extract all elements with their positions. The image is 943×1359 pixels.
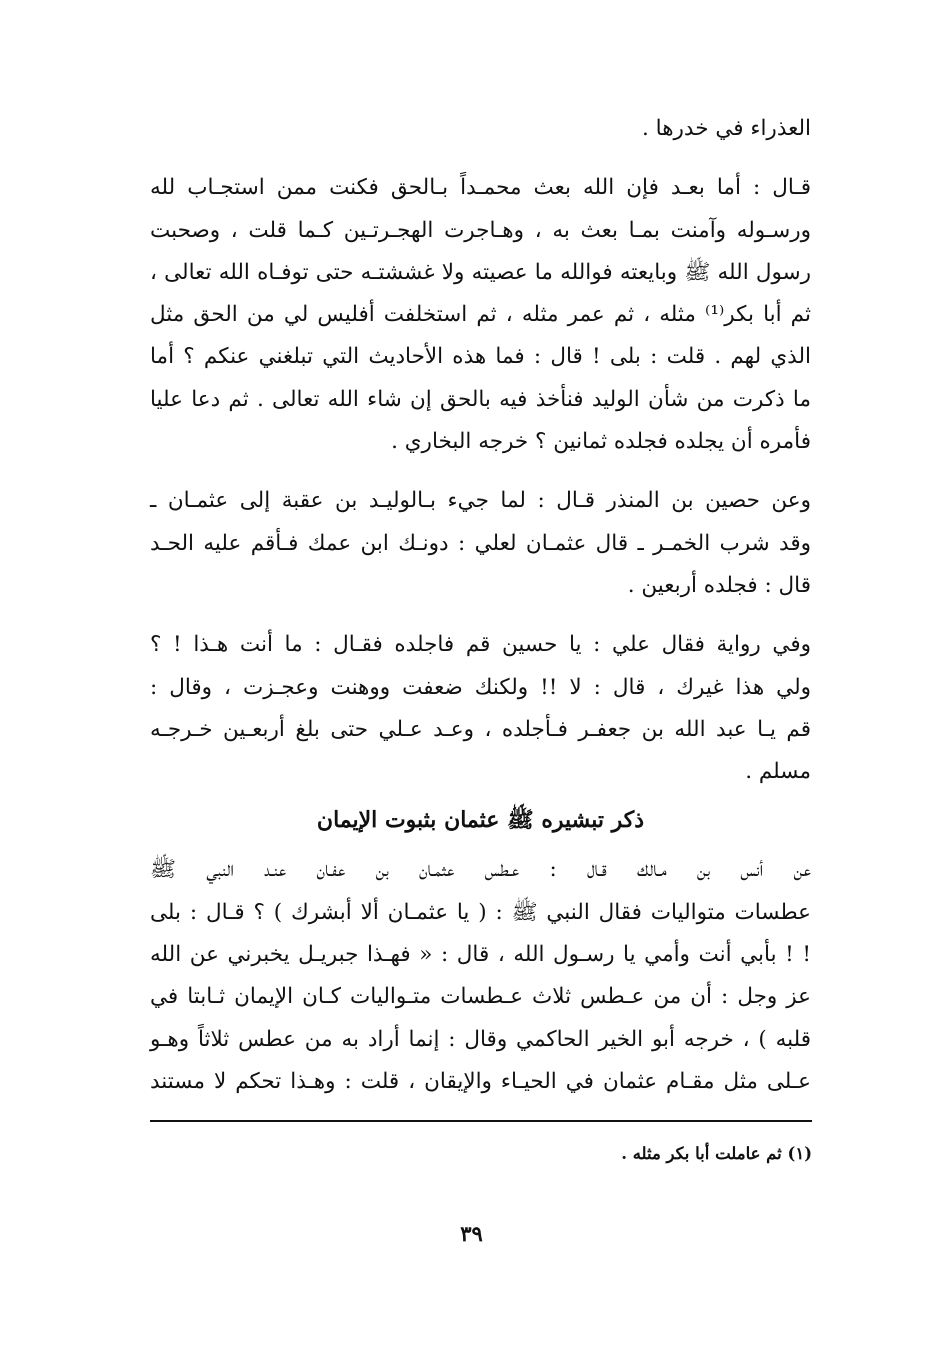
footnote-separator — [150, 1120, 812, 1122]
paragraph-another-narration — [150, 624, 811, 793]
paragraph-gap — [150, 607, 811, 624]
paragraph-continuation — [150, 108, 811, 150]
text-line: عن أنس بن مـالك قـال : عـطس عثمـان بن عفـان عنـد النبي ﷺ — [150, 857, 811, 883]
text-line: ! ! بأبي أنت وأمي يا رسـول الله ، قال : « فهـذا جبريـل يخبرني عن الله — [150, 942, 811, 968]
text-line: فأمره أن يجلده فجلده ثمانين ؟ خرجه البخاري . — [391, 429, 811, 455]
text-line: وقد شرب الخمـر ـ قال عثمـان لعلي : دونـك ابن عمك فـأقم عليه الحـد — [150, 530, 811, 556]
text-line: عـلى مثل مقـام عثمان في الحيـاء والإيقان ، قلت : وهـذا تحكم لا مستند — [150, 1068, 811, 1094]
paragraph-husayn-narration — [150, 480, 811, 607]
text-line: وفي رواية فقال علي : يا حسين قم فاجلده فقـال : ما أنت هـذا ! ؟ — [150, 632, 811, 658]
paragraph-uthman-speech — [150, 167, 811, 463]
text-line: الذي لهم . قلت : بلى ! قال : فما هذه الأحاديث التي تبلغني عنكم ؟ أما — [150, 344, 811, 370]
text-line: قم يـا عبد الله بن جعفـر فـأجلده ، وعـد عـلي حتى بلغ أربعـين خـرجـه — [150, 716, 811, 742]
text-line: رسول الله ﷺ وبايعته فوالله ما عصيته ولا غششتـه حتى توفـاه الله تعالى ، — [150, 259, 811, 285]
text-line: قـال : أما بعـد فإن الله بعث محمـداً بـالحق فكنت ممن استجـاب لله — [150, 175, 811, 201]
page-body — [150, 108, 811, 1103]
page-number: ٣٩ — [460, 1221, 483, 1246]
paragraph-gap — [150, 150, 811, 167]
text-line: قال : فجلده أربعين . — [627, 572, 811, 598]
footnote: (١) ثم عاملت أبا بكر مثله . — [621, 1144, 812, 1163]
paragraph-anas-narration — [150, 849, 811, 1103]
text-line: قلبه ) ، خرجه أبو الخير الحاكمي وقال : إنما أراد به من عطس ثلاثاً وهـو — [150, 1026, 811, 1052]
section-heading: ذكر تبشيره ﷺ عثمان بثبوت الإيمان — [316, 807, 645, 834]
text-line: عطسات متواليات فقال النبي ﷺ : ( يا عثمـان ألا أبشرك ) ؟ قـال : بلى — [150, 899, 811, 925]
text-line: ورسـوله وآمنت بمـا بعث به ، وهـاجرت الهجـرتـين كـما قلت ، وصحبت — [150, 217, 811, 243]
text-line: وعن حصين بن المنذر قـال : لما جيء بـالوليـد بن عقبة إلى عثمـان ـ — [150, 488, 811, 514]
text-line: مسلم . — [745, 759, 811, 785]
text-line: ما ذكرت من شأن الوليد فنأخذ فيه بالحق إن شاء الله تعالى . ثم دعا عليا — [150, 386, 811, 412]
text-line: العذراء في خدرها . — [641, 116, 811, 141]
text-line: ولي هذا غيرك ، قال : لا !! ولكنك ضعفت ووهنت وعجـزت ، وقال : — [150, 674, 811, 700]
paragraph-gap — [150, 463, 811, 480]
text-line: عز وجل : أن من عـطس ثلاث عـطسات متـواليات كـان الإيمان ثـابتا في — [150, 984, 811, 1010]
text-line-with-footnote-ref: ثم أبا بكر⁽¹⁾ مثله ، ثم عمر مثله ، ثم استخلفت أفليس لي من الحق مثل — [150, 302, 811, 328]
